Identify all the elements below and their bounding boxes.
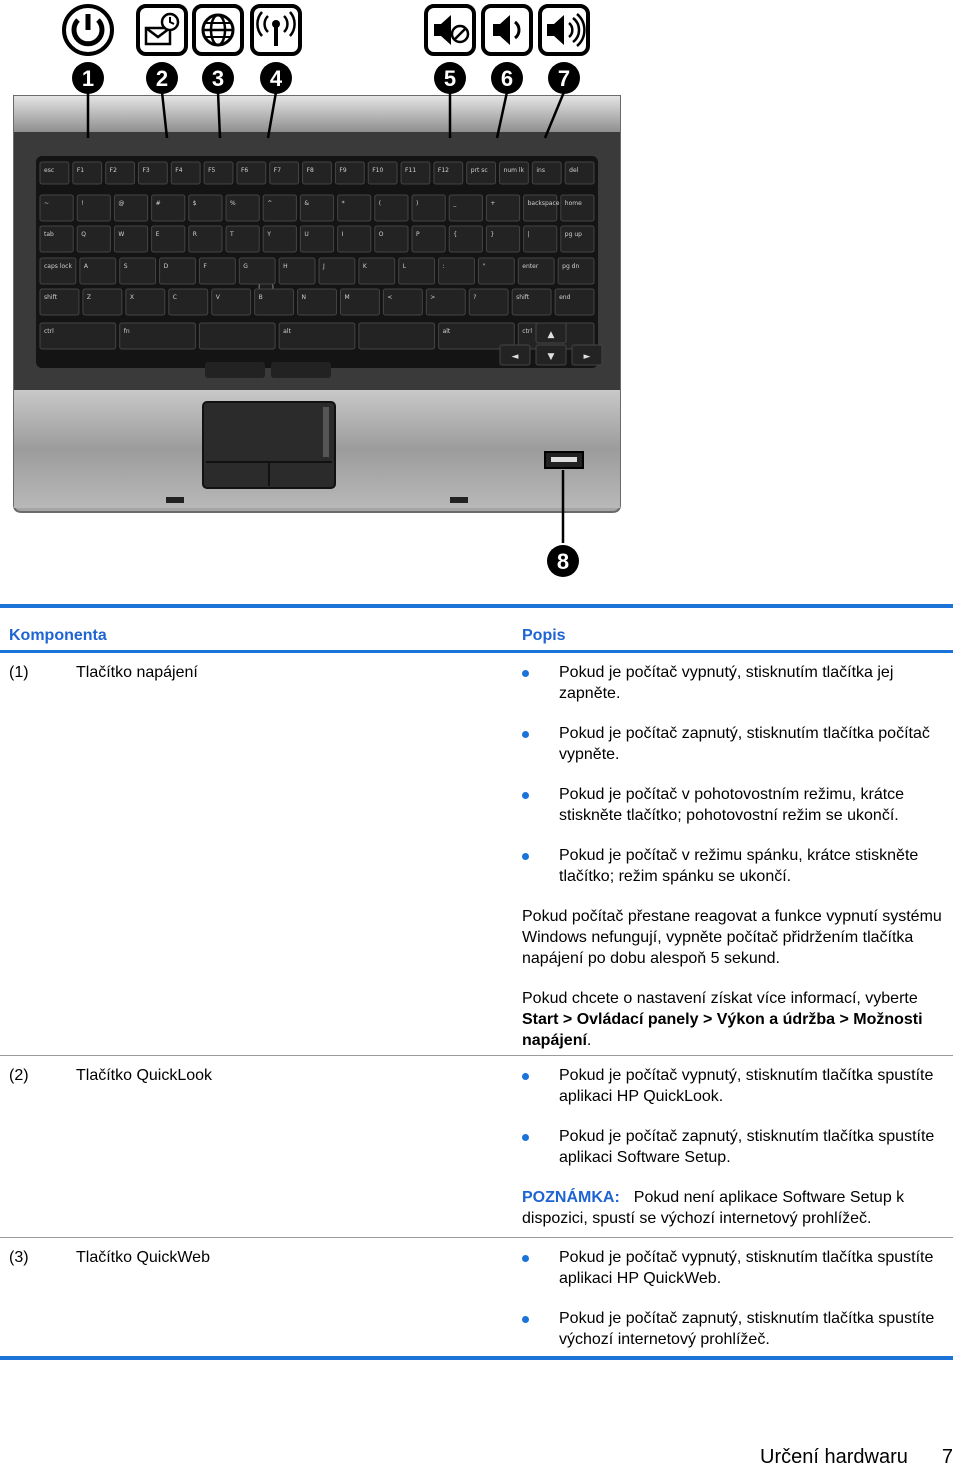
keyboard-key xyxy=(375,226,408,252)
keyboard-key xyxy=(338,195,371,221)
keyboard-key xyxy=(160,258,196,284)
key-label: ( xyxy=(378,200,382,207)
key-label: F9 xyxy=(339,167,347,174)
mute-icon xyxy=(426,6,474,54)
section-title: Určení hardwaru xyxy=(760,1446,908,1468)
key-label: | xyxy=(527,231,530,238)
key-label: @ xyxy=(118,200,125,207)
key-label: num lk xyxy=(503,167,525,174)
list-item: Pokud je počítač v režimu spánku, krátce stiskněte tlačítko; režim spánku se ukončí. xyxy=(522,845,947,887)
key-label: D xyxy=(163,263,169,270)
key-label: enter xyxy=(522,263,539,270)
keyboard-key xyxy=(199,323,275,349)
key-label: { xyxy=(453,231,458,238)
key-label: O xyxy=(378,231,384,238)
key-label: ctrl xyxy=(44,328,54,335)
key-label: E xyxy=(155,231,160,238)
volume-up-icon xyxy=(540,6,588,54)
keyboard-key xyxy=(189,195,222,221)
note-text: Pokud není aplikace Software Setup k dispozici, spustí se výchozí internetový prohlížeč. xyxy=(522,1189,905,1227)
key-label: * xyxy=(341,200,345,207)
bullet-icon xyxy=(522,792,529,799)
keyboard-key xyxy=(399,258,435,284)
key-label: F4 xyxy=(175,167,183,174)
keyboard-key xyxy=(561,226,594,252)
key-label: F12 xyxy=(437,167,449,174)
key-label: U xyxy=(304,231,309,238)
key-label: I xyxy=(341,231,344,238)
keyboard-key xyxy=(412,226,445,252)
keyboard-key xyxy=(524,195,557,221)
keyboard-key xyxy=(298,289,337,315)
keyboard-key xyxy=(77,195,110,221)
key-label: _ xyxy=(453,200,457,207)
bullet-icon xyxy=(522,670,529,677)
key-label: F10 xyxy=(372,167,384,174)
key-label: alt xyxy=(442,328,451,335)
keyboard-key xyxy=(40,289,79,315)
key-label: F11 xyxy=(405,167,417,174)
keyboard-key xyxy=(300,226,333,252)
keyboard-key xyxy=(300,195,333,221)
key-label: ins xyxy=(536,167,545,174)
keyboard-key xyxy=(226,226,259,252)
key-label: R xyxy=(192,231,197,238)
key-label: Z xyxy=(86,294,92,301)
component-name: Tlačítko QuickWeb xyxy=(76,1249,210,1266)
key-label: ? xyxy=(473,294,477,301)
key-label: pg dn xyxy=(562,263,580,270)
keyboard-key xyxy=(152,226,185,252)
keyboard-key xyxy=(255,289,294,315)
keyboard-key xyxy=(239,258,275,284)
bullet-icon xyxy=(522,853,529,860)
arrow-key-label: ▼ xyxy=(547,352,555,362)
page-footer xyxy=(760,1446,953,1469)
note xyxy=(522,1187,947,1229)
list-item: Pokud je počítač zapnutý, stisknutím tlačítka spustíte výchozí internetový prohlížeč. xyxy=(522,1308,947,1350)
hinge-strip xyxy=(14,96,620,132)
key-label: J xyxy=(323,263,325,270)
callout-number: 8 xyxy=(556,549,570,574)
key-label: shift xyxy=(44,294,57,301)
keyboard-key xyxy=(469,289,508,315)
list-item: Pokud je počítač zapnutý, stisknutím tlačítka spustíte aplikaci Software Setup. xyxy=(522,1126,947,1168)
list-item: Pokud je počítač vypnutý, stisknutím tlačítka spustíte aplikaci HP QuickLook. xyxy=(522,1065,947,1107)
callout-number: 6 xyxy=(500,66,514,91)
menu-path: Start > Ovládací panely > Výkon a údržba > Možnosti napájení xyxy=(522,1011,923,1049)
keyboard-key xyxy=(212,289,251,315)
key-label: caps lock xyxy=(44,263,72,270)
bullet-icon xyxy=(522,1073,529,1080)
row-number: (2) xyxy=(9,1067,29,1084)
pointing-stick-button-left xyxy=(205,362,265,378)
wireless-icon xyxy=(252,6,300,54)
power-icon xyxy=(64,6,112,54)
keyboard-key xyxy=(120,323,196,349)
key-label: B xyxy=(258,294,263,301)
paragraph-settings: Pokud chcete o nastavení získat více informací, vyberte Start > Ovládací panely > Výkon a údržba > Možnosti napájení. xyxy=(522,990,923,1049)
key-label: W xyxy=(118,231,125,238)
keyboard-key xyxy=(524,226,557,252)
key-label: L xyxy=(402,263,407,270)
key-label: F3 xyxy=(142,167,150,174)
keyboard-key xyxy=(375,195,408,221)
keyboard-key xyxy=(279,323,355,349)
key-label: F6 xyxy=(240,167,249,174)
note-label: POZNÁMKA: xyxy=(522,1189,620,1206)
keyboard-key xyxy=(114,226,147,252)
quickweb-icon xyxy=(194,6,242,54)
laptop-keyboard-figure xyxy=(0,0,960,600)
keyboard-key xyxy=(412,195,445,221)
key-label: F7 xyxy=(273,167,282,174)
volume-down-icon xyxy=(483,6,531,54)
pointing-stick-button-right xyxy=(271,362,331,378)
key-label: + xyxy=(490,200,496,207)
key-label: : xyxy=(442,263,445,270)
component-name: Tlačítko napájení xyxy=(76,664,198,681)
key-label: N xyxy=(301,294,307,301)
keyboard-key xyxy=(40,258,76,284)
list-item: Pokud je počítač vypnutý, stisknutím tlačítka jej zapněte. xyxy=(522,662,947,704)
component-name: Tlačítko QuickLook xyxy=(76,1067,213,1084)
key-label: & xyxy=(304,200,310,207)
bullet-icon xyxy=(522,731,529,738)
key-label: backspace xyxy=(527,200,560,207)
key-label: C xyxy=(172,294,177,301)
key-label: ! xyxy=(81,200,84,207)
keyboard-key xyxy=(126,289,165,315)
key-label: F5 xyxy=(208,167,216,174)
keyboard-key xyxy=(189,226,222,252)
keyboard-key xyxy=(439,258,475,284)
keyboard-key xyxy=(359,258,395,284)
keyboard-key xyxy=(561,195,594,221)
key-label: F8 xyxy=(306,167,314,174)
arrow-key-label: ► xyxy=(583,352,591,362)
table-header xyxy=(0,608,953,650)
keyboard-key xyxy=(263,226,296,252)
arrow-key-label: ◄ xyxy=(511,352,519,362)
list-item: Pokud je počítač v pohotovostním režimu, krátce stiskněte tlačítko; pohotovostní režim se ukončí. xyxy=(522,784,947,826)
keyboard-key xyxy=(319,258,355,284)
keyboard-key xyxy=(486,195,519,221)
keyboard-key xyxy=(426,289,465,315)
callout-number: 1 xyxy=(81,66,95,91)
key-label: < xyxy=(387,294,393,301)
table-bottom-rule xyxy=(0,1356,953,1360)
keyboard-key xyxy=(40,323,116,349)
keyboard-key xyxy=(359,323,435,349)
key-label: alt xyxy=(283,328,291,335)
key-label: # xyxy=(155,200,161,207)
keyboard-key xyxy=(555,289,594,315)
callout-number: 5 xyxy=(443,66,457,91)
quicklook-icon xyxy=(138,6,186,54)
key-label: F xyxy=(203,263,207,270)
keyboard-key xyxy=(279,258,315,284)
keyboard-key xyxy=(114,195,147,221)
row-description xyxy=(522,1065,947,1229)
row-description xyxy=(522,662,947,1051)
table-row-quickweb xyxy=(0,1237,953,1356)
key-label: pg up xyxy=(564,231,582,238)
keyboard-key xyxy=(383,289,422,315)
callout-number: 3 xyxy=(211,66,225,91)
paragraph-force-shutdown: Pokud počítač přestane reagovat a funkce vypnutí systému Windows nefungují, vypněte počítač přidržením tlačítka napájení po dobu alespoň 5 sekund. xyxy=(522,908,942,967)
keyboard-key xyxy=(80,258,116,284)
key-label: T xyxy=(230,231,234,238)
keyboard-key xyxy=(226,195,259,221)
key-label: Y xyxy=(267,231,271,238)
keyboard-key xyxy=(40,226,73,252)
key-label: F1 xyxy=(76,167,85,174)
keyboard-key xyxy=(77,226,110,252)
row-description xyxy=(522,1247,947,1350)
key-label: S xyxy=(123,263,128,270)
row-number: (1) xyxy=(9,664,29,681)
key-label: $ xyxy=(192,200,197,207)
list-item: Pokud je počítač vypnutý, stisknutím tlačítka spustíte aplikaci HP QuickWeb. xyxy=(522,1247,947,1289)
key-label: > xyxy=(430,294,436,301)
keyboard-key xyxy=(338,226,371,252)
key-label: ^ xyxy=(267,200,273,207)
key-label: prt sc xyxy=(470,167,488,174)
key-label: H xyxy=(283,263,288,270)
keyboard-key xyxy=(449,226,482,252)
header-description: Popis xyxy=(522,627,566,644)
key-label: % xyxy=(230,200,236,207)
key-label: tab xyxy=(44,231,54,238)
arrow-key-label: ▲ xyxy=(547,330,555,340)
keyboard-key xyxy=(486,226,519,252)
key-label: fn xyxy=(123,328,130,335)
keyboard-key xyxy=(263,195,296,221)
key-label: end xyxy=(559,294,571,301)
key-label: esc xyxy=(44,167,55,174)
callout-number: 2 xyxy=(155,66,169,91)
touchpad-scroll-zone xyxy=(323,407,329,457)
key-label: G xyxy=(243,263,248,270)
key-label: ) xyxy=(416,200,419,207)
key-label: } xyxy=(490,231,495,238)
key-label: del xyxy=(569,167,579,174)
component-table xyxy=(0,604,953,1360)
keyboard-key xyxy=(512,289,551,315)
keyboard-key xyxy=(83,289,122,315)
keyboard-key xyxy=(478,258,514,284)
list-item: Pokud je počítač zapnutý, stisknutím tlačítka počítač vypněte. xyxy=(522,723,947,765)
key-label: home xyxy=(564,200,582,207)
page-number: 7 xyxy=(941,1446,953,1468)
table-row-quicklook xyxy=(0,1055,953,1237)
key-label: F2 xyxy=(109,167,117,174)
keyboard-key xyxy=(120,258,156,284)
key-label: ~ xyxy=(44,200,50,207)
keyboard-key xyxy=(558,258,594,284)
keyboard-key xyxy=(340,289,379,315)
callout-number: 7 xyxy=(557,66,571,91)
keyboard-key xyxy=(169,289,208,315)
callout-number: 4 xyxy=(269,66,283,91)
keyboard-key xyxy=(199,258,235,284)
key-label: V xyxy=(215,294,220,301)
table-row-power xyxy=(0,653,953,1055)
key-label: X xyxy=(129,294,134,301)
key-label: ctrl xyxy=(522,328,533,335)
keyboard-key xyxy=(518,258,554,284)
key-label: P xyxy=(416,231,420,238)
keyboard-key xyxy=(449,195,482,221)
key-label: shift xyxy=(516,294,530,301)
key-label: M xyxy=(344,294,350,301)
bullet-icon xyxy=(522,1255,529,1262)
keyboard-key xyxy=(40,195,73,221)
key-label: A xyxy=(83,263,88,270)
keyboard-key xyxy=(152,195,185,221)
bullet-icon xyxy=(522,1134,529,1141)
bullet-icon xyxy=(522,1316,529,1323)
key-label: K xyxy=(362,263,367,270)
header-component: Komponenta xyxy=(9,627,107,644)
key-label: Q xyxy=(81,231,86,238)
key-label: " xyxy=(482,263,486,270)
row-number: (3) xyxy=(9,1249,29,1266)
